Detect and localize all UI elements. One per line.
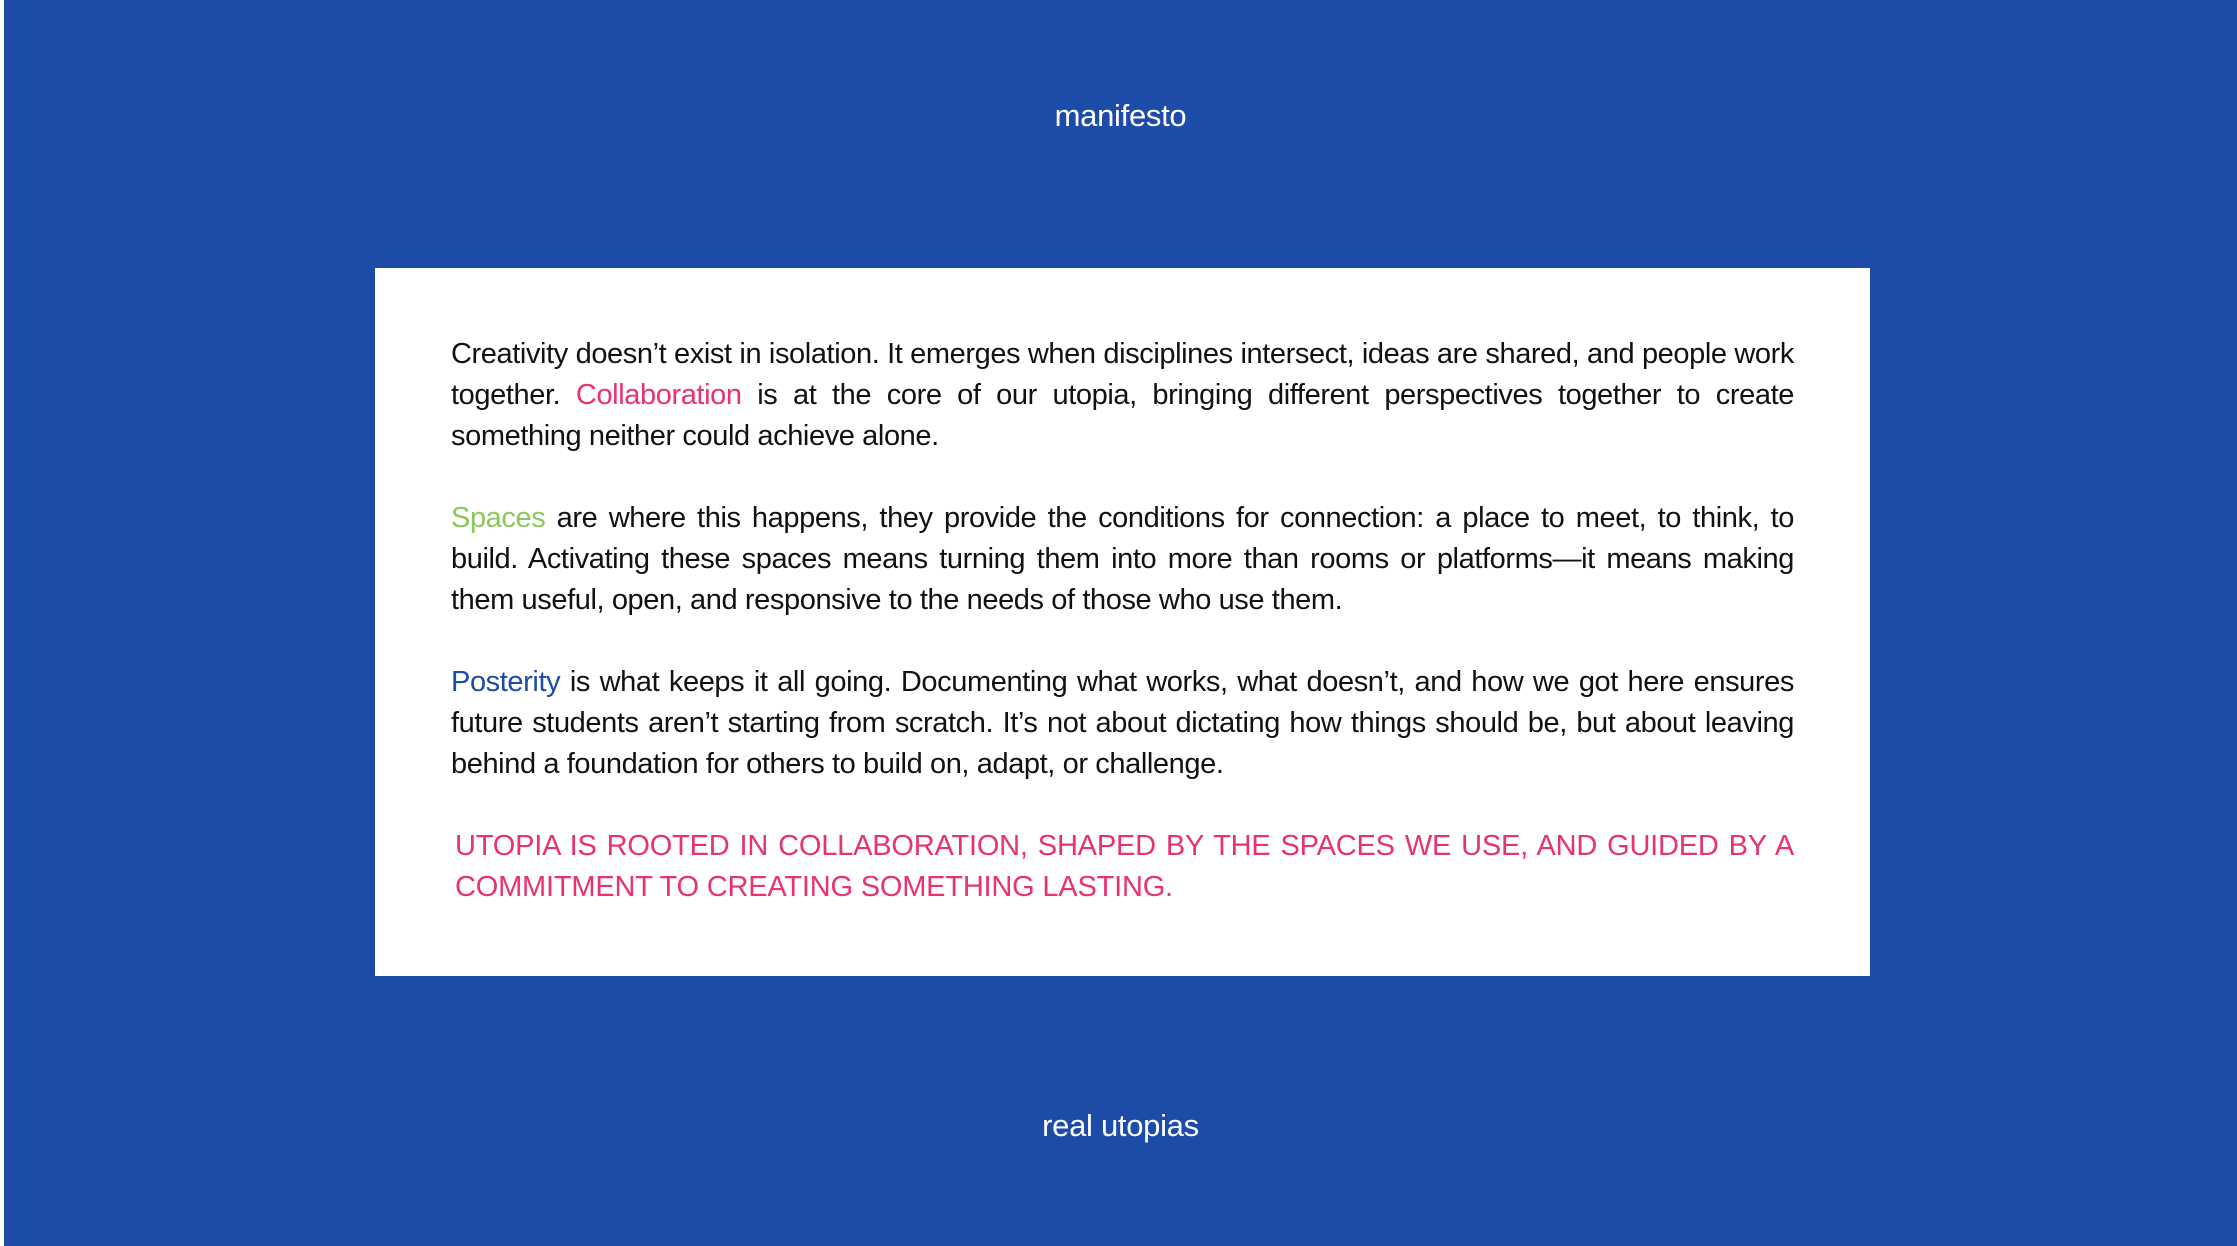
manifesto-body <box>451 334 1794 908</box>
closing-statement: UTOPIA IS ROOTED IN COLLABORATION, SHAPED BY THE SPACES WE USE, AND GUIDED BY A COMMITMENT TO CREATING SOMETHING LASTING. <box>455 830 1794 903</box>
paragraph-text: is what keeps it all going. Documenting what works, what doesn’t, and how we got here ensures future students aren’t starting from scratch. It’s not about dictating how things should be, but about leaving behind a foundation for others to build on, adapt, or challenge. <box>451 666 1794 780</box>
paragraph-text: are where this happens, they provide the conditions for connection: a place to meet, to think, to build. Activating these spaces means turning them into more than rooms or platforms—it means making them useful, open, and responsive to the needs of those who use them. <box>451 502 1794 616</box>
paragraph-text: Creativity doesn’t exist in isolation. It emerges when disciplines intersect, ideas are shared, and people work together. <box>451 338 1794 411</box>
keyword-spaces: Spaces <box>451 502 546 534</box>
paragraph-text: is at the core of our utopia, bringing different perspectives together to create something neither could achieve alone. <box>451 379 1794 452</box>
paragraph-spaces <box>451 498 1794 621</box>
keyword-collaboration: Collaboration <box>575 379 742 411</box>
paragraph-posterity <box>451 662 1794 785</box>
keyword-posterity: Posterity <box>451 666 561 698</box>
slide-background <box>4 0 2237 1246</box>
page-title: manifesto <box>1054 98 1187 133</box>
paragraph-collaboration <box>451 334 1794 457</box>
manifesto-card <box>375 268 1870 976</box>
footer-title: real utopias <box>1042 1108 1199 1143</box>
